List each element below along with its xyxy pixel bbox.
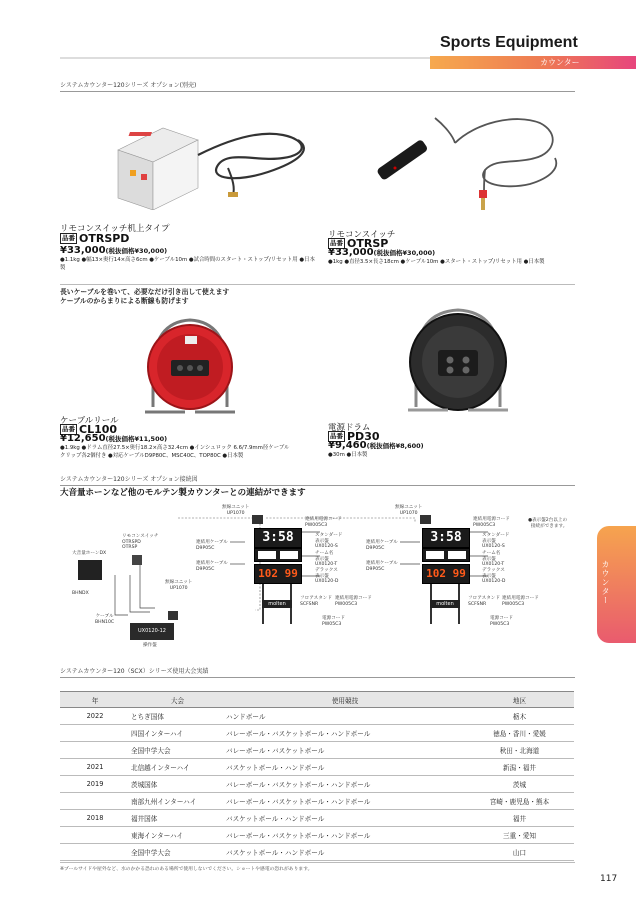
header-year: 年 <box>60 692 130 708</box>
brand-plate: molten <box>262 600 292 608</box>
cell-year <box>60 793 130 810</box>
team-board-right <box>422 548 470 562</box>
cell-sport: バレーボール・バスケットボール・ハンドボール <box>225 725 465 742</box>
scoreboard-score-left: 102 99 <box>254 564 302 584</box>
code-prefix: 品番 <box>62 425 75 433</box>
footnote: ※プールサイドや屋外など、水のかかる恐れのある場所で使用しないでください。ショートや感電の恐れがあります。 <box>60 867 313 872</box>
cell-sport: バスケットボール・ハンドボール <box>225 844 465 861</box>
category-bar <box>430 56 636 69</box>
cell-tournament: 北信越インターハイ <box>130 759 225 776</box>
wireless-unit-icon <box>420 515 431 524</box>
table-row <box>60 742 574 759</box>
reel-lead-1: 長いケーブルを巻いて、必要なだけ引き出して使えます <box>60 288 230 296</box>
team-board-label: チーム名 表示盤 UX0120-T <box>315 551 338 568</box>
cable-label: 連結用ケーブル D9P05C <box>366 540 398 551</box>
section-connection-tab: システムカウンター120シリーズ オプション接続図 <box>60 474 210 486</box>
otrsp-title: リモコンスイッチ <box>328 230 396 240</box>
cell-sport: バレーボール・バスケットボール・ハンドボール <box>225 793 465 810</box>
otrspd-code-line <box>60 232 129 245</box>
table-header-row <box>60 692 574 708</box>
cell-year <box>60 742 130 759</box>
table-row <box>60 793 574 810</box>
remote-switch-image <box>375 98 565 218</box>
header-tournament: 大会 <box>130 692 225 708</box>
cl100-code: CL100 <box>79 423 118 436</box>
side-index-label: カウンター <box>601 560 610 605</box>
wireless-unit-icon <box>168 611 178 620</box>
power-cord-label: 連結用電源コード PW005C3 <box>473 517 510 528</box>
otrspd-price: ¥33,000 <box>60 245 106 256</box>
wireless-unit-mid-label: 無線ユニット UP1070 <box>165 580 193 591</box>
header-rule <box>60 57 430 59</box>
otrsp-price-line <box>328 247 435 258</box>
otrsp-price-note: (税抜価格¥30,000) <box>373 249 436 257</box>
cell-sport: バレーボール・バスケットボール・ハンドボール <box>225 827 465 844</box>
cell-year: 2019 <box>60 776 130 793</box>
divider <box>60 284 575 285</box>
cell-region: 三重・愛知 <box>465 827 574 844</box>
standard-board-label: スタンダード 表示盤 UX0120-S <box>482 533 510 550</box>
remote-switch-icon <box>132 555 142 565</box>
team-plate <box>426 551 444 559</box>
table-row <box>60 827 574 844</box>
horn-icon <box>78 560 102 580</box>
cell-sport: バスケットボール・ハンドボール <box>225 810 465 827</box>
table-row <box>60 844 574 861</box>
wireless-unit-icon <box>252 515 263 524</box>
remote-switch-desk-image <box>108 110 318 210</box>
cell-year <box>60 725 130 742</box>
cell-sport: バレーボール・バスケットボール・ハンドボール <box>225 776 465 793</box>
cl100-price-note: (税抜価格¥11,500) <box>105 435 168 443</box>
otrspd-price-line <box>60 245 167 256</box>
table-row <box>60 776 574 793</box>
horn-label: 大音量ホーンDX <box>72 551 107 556</box>
footer-rule <box>60 862 575 863</box>
power-cord-label: 電源コード PW05C3 <box>490 616 513 627</box>
cable-label: 連結用ケーブル D9P05C <box>196 561 228 572</box>
pd30-price-note: (税抜価格¥8,600) <box>366 442 424 450</box>
cell-year: 2018 <box>60 810 130 827</box>
table-row <box>60 725 574 742</box>
cell-sport: ハンドボール <box>225 708 465 725</box>
cell-region: 宮崎・鹿児島・熊本 <box>465 793 574 810</box>
cell-year <box>60 827 130 844</box>
otrspd-price-note: (税抜価格¥30,000) <box>105 247 168 255</box>
wireless-unit-top-right-label: 無線ユニット UP1070 <box>395 505 423 516</box>
cell-sport: バレーボール・バスケットボール <box>225 742 465 759</box>
cell-region: 茨城 <box>465 776 574 793</box>
cell-tournament: 南部九州インターハイ <box>130 793 225 810</box>
section-rule <box>230 91 575 92</box>
diagram-note: ●表示盤2台以上の 接続ができます。 <box>528 518 568 529</box>
power-cord-label: 連結用電源コード PW005C3 <box>305 517 342 528</box>
cell-sport: バスケットボール・ハンドボール <box>225 759 465 776</box>
code-prefix: 品番 <box>330 432 343 440</box>
cell-year: 2022 <box>60 708 130 725</box>
cl100-spec-2: クリップ各2個付き ●対応ケーブルD9P80C、MSC40C、TOP80C ●日本製 <box>60 453 244 459</box>
page-number: 117 <box>600 874 618 884</box>
power-cord-label: 連結用電源コード PW005C3 <box>335 596 372 607</box>
section-rule <box>240 677 575 678</box>
floor-stand-label: フロアスタンド SCFSNR <box>468 596 500 607</box>
cl100-spec-1: ●1.9kg ●ドラム直径27.5×奥行18.2×高さ32.4cm ●インシュロック 6.6/7.9mm径ケーブル <box>60 445 290 451</box>
pd30-price: ¥9,460 <box>328 440 367 451</box>
wireless-unit-top-left-label: 無線ユニット UP1070 <box>222 505 250 516</box>
cell-tournament: 東海インターハイ <box>130 827 225 844</box>
category-label: カウンター <box>540 58 580 67</box>
code-prefix: 品番 <box>62 234 75 242</box>
deluxe-board-label: デラックス 表示盤 UX0120-D <box>315 568 339 585</box>
section-results-tab: システムカウンター120（SCX）シリーズ使用大会実績 <box>60 666 240 678</box>
pd30-spec: ●30m ●日本製 <box>328 452 368 458</box>
cl100-title: ケーブルリール <box>60 416 119 426</box>
cell-tournament: 全国中学大会 <box>130 742 225 759</box>
otrsp-code: OTRSP <box>347 237 389 250</box>
power-drum-image <box>398 302 518 417</box>
cable-label: ケーブル BHN10C <box>95 614 115 625</box>
reel-lead-2: ケーブルのからまりによる断線も防げます <box>60 297 189 305</box>
otrsp-spec: ●1kg ●直径3.5×長さ18cm ●ケーブル10m ●スタート・ストップ/リセット用 ●日本製 <box>328 259 545 265</box>
pd30-code: PD30 <box>347 430 380 443</box>
cable-label: 連結用ケーブル D9P05C <box>196 540 228 551</box>
console-label: 操作盤 <box>143 643 157 648</box>
cable-label: 連結用ケーブル D9P05C <box>366 561 398 572</box>
cell-region: 徳島・香川・愛媛 <box>465 725 574 742</box>
cell-tournament: とちぎ国体 <box>130 708 225 725</box>
horn-code-label: BHNDX <box>72 591 89 596</box>
brand-title: Sports Equipment <box>440 34 578 51</box>
brand-plate: molten <box>430 600 460 608</box>
code-prefix: 品番 <box>330 239 343 247</box>
team-plate <box>258 551 276 559</box>
header-sport: 使用競技 <box>225 692 465 708</box>
otrspd-code: OTRSPD <box>79 232 130 245</box>
section-options-tab: システムカウンター120シリーズ オプション(別売) <box>60 80 230 92</box>
deluxe-board-label: デラックス 表示盤 UX0120-D <box>482 568 506 585</box>
cell-year: 2021 <box>60 759 130 776</box>
cable-reel-image <box>135 312 245 422</box>
header-region: 地区 <box>465 692 574 708</box>
cell-tournament: 茨城国体 <box>130 776 225 793</box>
cell-tournament: 福井国体 <box>130 810 225 827</box>
team-board-label: チーム名 表示盤 UX0120-T <box>482 551 505 568</box>
results-table <box>60 691 574 861</box>
team-plate <box>280 551 298 559</box>
cell-region: 栃木 <box>465 708 574 725</box>
otrspd-spec: ●1.1kg ●幅13×奥行14×高さ6cm ●ケーブル10m ●試合時間のスタート・ストップ/リセット用 ●日本製 <box>60 257 315 271</box>
pd30-title: 電源ドラム <box>328 423 371 433</box>
cell-year <box>60 844 130 861</box>
table-row <box>60 810 574 827</box>
scoreboard-score-right: 102 99 <box>422 564 470 584</box>
console-unit: UX0120-12 <box>130 623 174 640</box>
cl100-price: ¥12,650 <box>60 433 106 444</box>
power-cord-label: 電源コード PW05C3 <box>322 616 345 627</box>
cl100-price-line <box>60 433 167 444</box>
cell-tournament: 全国中学大会 <box>130 844 225 861</box>
diagram-lead: 大音量ホーンなど他のモルテン製カウンターとの連結ができます <box>60 488 306 498</box>
scoreboard-clock-left: 3:58 <box>254 528 302 548</box>
cell-tournament: 四国インターハイ <box>130 725 225 742</box>
cell-region: 新潟・福井 <box>465 759 574 776</box>
otrsp-price: ¥33,000 <box>328 247 374 258</box>
power-cord-label: 連結用電源コード PW005C3 <box>502 596 539 607</box>
team-plate <box>448 551 466 559</box>
remote-switch-label: リモコンスイッチ OTRSPD OTRSP <box>122 534 159 551</box>
otrspd-title: リモコンスイッチ机上タイプ <box>60 224 170 234</box>
team-board-left <box>254 548 302 562</box>
cell-region: 山口 <box>465 844 574 861</box>
scoreboard-clock-right: 3:58 <box>422 528 470 548</box>
standard-board-label: スタンダード 表示盤 UX0120-S <box>315 533 343 550</box>
floor-stand-label: フロアスタンド SCFSNR <box>300 596 332 607</box>
cell-region: 福井 <box>465 810 574 827</box>
cell-region: 秋田・北海道 <box>465 742 574 759</box>
table-row <box>60 708 574 725</box>
table-row <box>60 759 574 776</box>
pd30-price-line <box>328 440 424 451</box>
